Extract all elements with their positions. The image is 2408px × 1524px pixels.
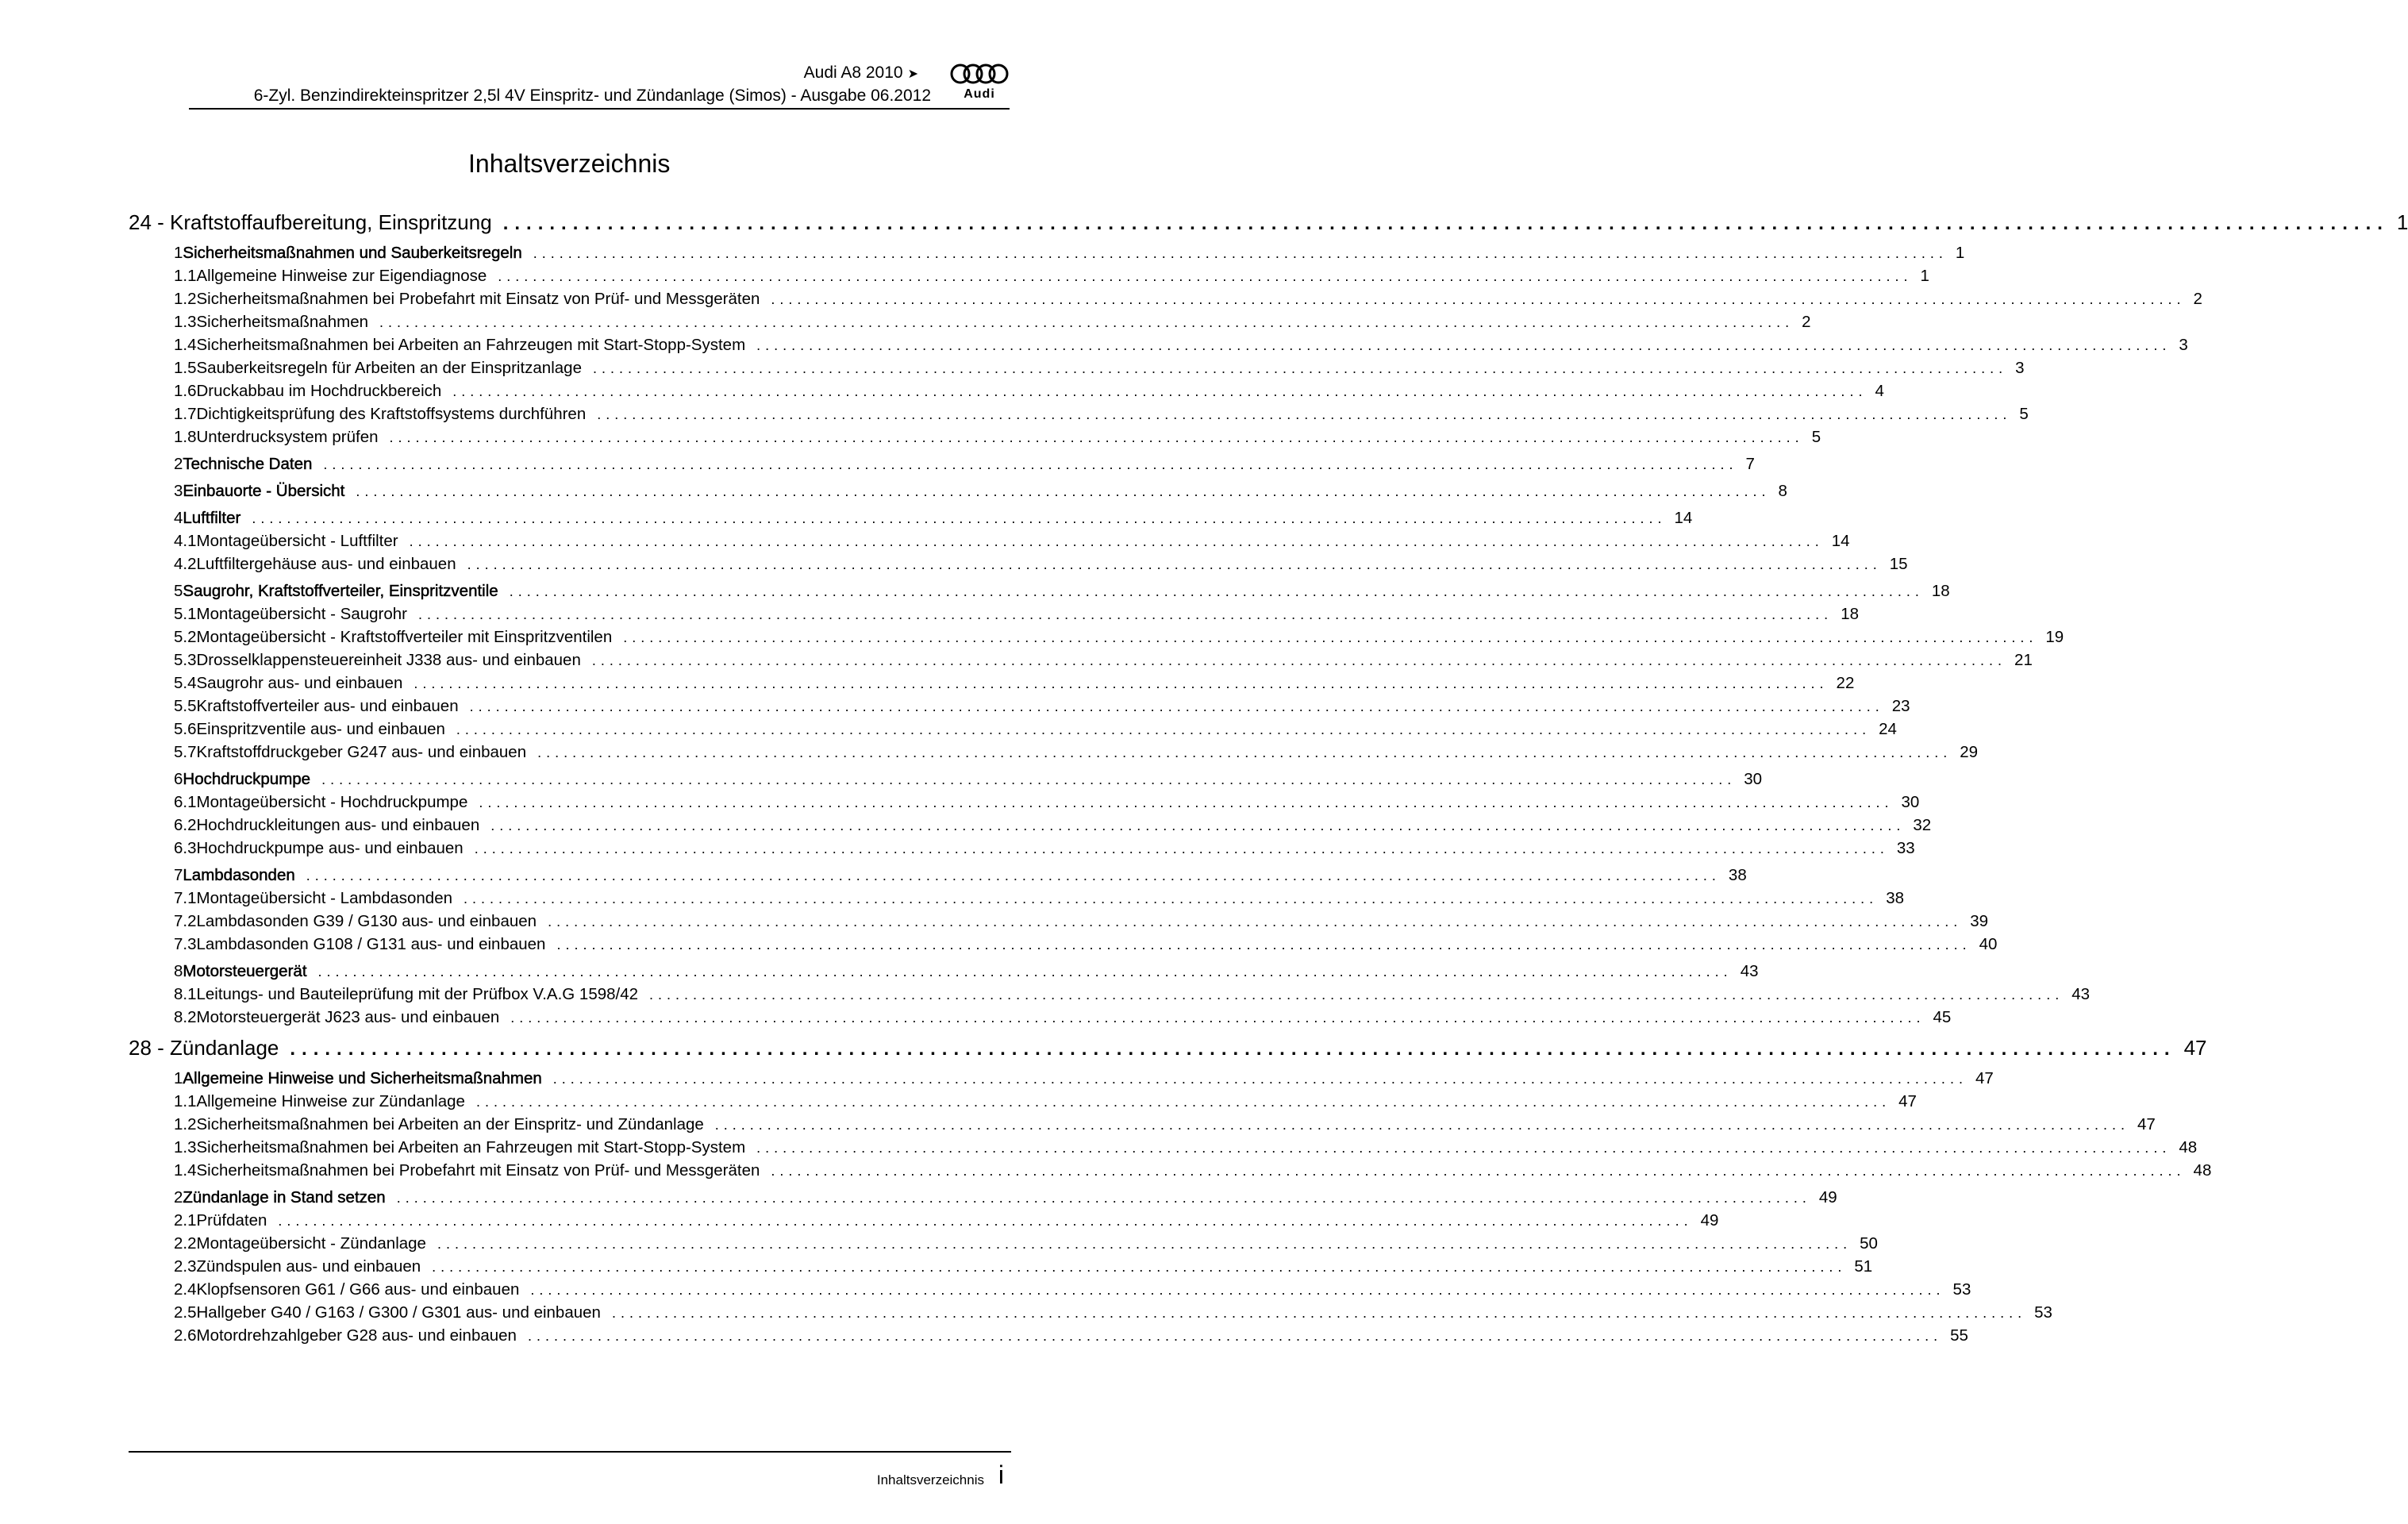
- section-number: 5.5: [174, 697, 197, 715]
- section-page-number: 47: [2137, 1115, 2156, 1133]
- dot-leader: ..................................................................................................................................................................: [437, 1236, 1852, 1252]
- section-number: 7.1: [174, 889, 197, 907]
- dot-leader: ..................................................................................................................................................................: [611, 1305, 2027, 1321]
- dot-leader: ..................................................................................................................................................................: [548, 914, 1963, 929]
- toc-section-entry[interactable]: [129, 582, 1950, 605]
- dot-leader: ..................................................................................................................................................................: [502, 213, 2389, 234]
- toc-section-entry[interactable]: [129, 509, 1693, 532]
- dot-leader: ..................................................................................................................................................................: [414, 675, 1829, 691]
- section-title: Unterdrucksystem prüfen: [196, 428, 379, 446]
- toc-section-entry[interactable]: [129, 1138, 2198, 1161]
- section-number: 1.1: [174, 267, 197, 285]
- section-title: Zündspulen aus- und einbauen: [196, 1257, 421, 1276]
- section-page-number: 2: [1802, 313, 1811, 331]
- section-title: Sicherheitsmaßnahmen: [196, 313, 368, 331]
- dot-leader: ..................................................................................................................................................................: [323, 456, 1738, 472]
- section-title: Sicherheitsmaßnahmen und Sauberkeitsregeln: [183, 244, 522, 262]
- dot-leader: ..................................................................................................................................................................: [591, 652, 2007, 668]
- dot-leader: ..................................................................................................................................................................: [432, 1259, 1847, 1275]
- section-page-number: 49: [1700, 1211, 1719, 1230]
- section-page-number: 43: [2071, 985, 2091, 1003]
- section-title: Drosselklappensteuereinheit J338 aus- und einbauen: [196, 651, 581, 669]
- section-page-number: 47: [1898, 1092, 1917, 1110]
- header-divider: [189, 108, 1010, 110]
- toc-section-entry[interactable]: [129, 866, 1747, 889]
- section-page-number: 48: [2179, 1138, 2198, 1156]
- section-page-number: 24: [1879, 720, 1897, 738]
- section-title: Allgemeine Hinweise zur Zündanlage: [196, 1092, 465, 1110]
- section-title: Motordrehzahlgeber G28 aus- und einbauen: [196, 1326, 517, 1345]
- section-number: 6.2: [174, 816, 197, 834]
- section-number: 7: [174, 866, 183, 884]
- toc-section-entry[interactable]: [129, 770, 1763, 793]
- section-number: 1.3: [174, 1138, 197, 1156]
- section-page-number: 30: [1744, 770, 1763, 788]
- section-title: Lambdasonden G39 / G130 aus- und einbauen: [196, 912, 537, 930]
- section-number: 1.8: [174, 428, 197, 446]
- toc-section-entry[interactable]: [129, 935, 1998, 958]
- section-title: Kraftstoffverteiler aus- und einbauen: [196, 697, 459, 715]
- section-number: 5: [174, 582, 183, 600]
- section-title: Allgemeine Hinweise zur Eigendiagnose: [196, 267, 487, 285]
- section-page-number: 50: [1860, 1234, 1878, 1253]
- section-title: Allgemeine Hinweise und Sicherheitsmaßnahmen: [183, 1069, 542, 1087]
- chapter-title: 24 - Kraftstoffaufbereitung, Einspritzung: [129, 210, 492, 234]
- section-page-number: 30: [1901, 793, 1920, 811]
- dot-leader: ..................................................................................................................................................................: [396, 1190, 1811, 1206]
- section-number: 8.2: [174, 1008, 197, 1026]
- section-number: 8.1: [174, 985, 197, 1003]
- section-number: 2.3: [174, 1257, 197, 1276]
- next-arrow-icon[interactable]: ➤: [907, 67, 918, 81]
- dot-leader: ..................................................................................................................................................................: [452, 383, 1868, 399]
- section-title: Saugrohr, Kraftstoffverteiler, Einspritzventile: [183, 582, 498, 600]
- section-page-number: 18: [1841, 605, 1859, 623]
- section-page-number: 45: [1933, 1008, 1952, 1026]
- header-model-text: Audi A8 2010: [803, 64, 903, 82]
- toc-section-entry[interactable]: [129, 244, 1965, 267]
- section-title: Einspritzventile aus- und einbauen: [196, 720, 445, 738]
- toc-section-entry[interactable]: [129, 1115, 2156, 1138]
- dot-leader: ..................................................................................................................................................................: [756, 1140, 2171, 1156]
- section-page-number: 1: [1955, 244, 1965, 262]
- section-number: 2.5: [174, 1303, 197, 1322]
- dot-leader: ..................................................................................................................................................................: [290, 1038, 2176, 1060]
- toc-section-entry[interactable]: [129, 1069, 1994, 1092]
- section-number: 3: [174, 482, 183, 500]
- dot-leader: ..................................................................................................................................................................: [771, 291, 2186, 307]
- section-page-number: 47: [1975, 1069, 1994, 1087]
- dot-leader: ..................................................................................................................................................................: [623, 629, 2038, 645]
- dot-leader: ..................................................................................................................................................................: [527, 1328, 1943, 1344]
- dot-leader: ..................................................................................................................................................................: [409, 533, 1824, 549]
- section-page-number: 5: [2019, 405, 2029, 423]
- dot-leader: ..................................................................................................................................................................: [597, 406, 2012, 422]
- section-number: 2: [174, 1188, 183, 1206]
- section-title: Technische Daten: [183, 455, 313, 473]
- section-number: 1.6: [174, 382, 197, 400]
- section-title: Klopfsensoren G61 / G66 aus- und einbauen: [196, 1280, 520, 1299]
- dot-leader: ..................................................................................................................................................................: [467, 556, 1882, 572]
- section-title: Sauberkeitsregeln für Arbeiten an der Einspritzanlage: [196, 359, 582, 377]
- section-number: 5.6: [174, 720, 197, 738]
- dot-leader: ..................................................................................................................................................................: [649, 987, 2064, 1003]
- section-title: Lambdasonden: [183, 866, 295, 884]
- section-page-number: 2: [2193, 290, 2202, 308]
- toc-section-entry[interactable]: [129, 336, 2188, 359]
- audi-rings-icon: [948, 63, 1010, 87]
- section-title: Dichtigkeitsprüfung des Kraftstoffsystems durchführen: [196, 405, 587, 423]
- section-page-number: 14: [1674, 509, 1693, 527]
- dot-leader: ..................................................................................................................................................................: [464, 891, 1879, 906]
- dot-leader: ..................................................................................................................................................................: [530, 1282, 1945, 1298]
- section-title: Hochdruckleitungen aus- und einbauen: [196, 816, 480, 834]
- section-page-number: 38: [1886, 889, 1904, 907]
- section-number: 5.2: [174, 628, 197, 646]
- section-number: 1.4: [174, 336, 197, 354]
- toc-section-entry[interactable]: [129, 839, 1915, 862]
- section-number: 2.4: [174, 1280, 197, 1299]
- section-page-number: 48: [2193, 1161, 2212, 1180]
- section-title: Sicherheitsmaßnahmen bei Arbeiten an Fahrzeugen mit Start-Stopp-System: [196, 336, 746, 354]
- section-page-number: 53: [2034, 1303, 2052, 1322]
- section-number: 5.1: [174, 605, 197, 623]
- section-number: 6: [174, 770, 183, 788]
- dot-leader: ..................................................................................................................................................................: [714, 1117, 2129, 1133]
- section-page-number: 7: [1745, 455, 1755, 473]
- section-title: Luftfilter: [183, 509, 241, 527]
- section-title: Prüfdaten: [196, 1211, 267, 1230]
- chapter-page-number: 47: [2183, 1036, 2207, 1060]
- dot-leader: ..................................................................................................................................................................: [592, 360, 2008, 376]
- section-number: 2.1: [174, 1211, 197, 1230]
- section-title: Zündanlage in Stand setzen: [183, 1188, 386, 1206]
- section-page-number: 15: [1889, 555, 1908, 573]
- toc-section-entry[interactable]: [129, 1280, 1971, 1303]
- section-number: 5.3: [174, 651, 197, 669]
- section-title: Leitungs- und Bauteileprüfung mit der Prüfbox V.A.G 1598/42: [196, 985, 639, 1003]
- section-title: Montageübersicht - Saugrohr: [196, 605, 408, 623]
- section-number: 4.1: [174, 532, 197, 550]
- chapter-title: 28 - Zündanlage: [129, 1036, 279, 1060]
- toc-section-entry[interactable]: [129, 674, 1855, 697]
- section-number: 2.2: [174, 1234, 197, 1253]
- dot-leader: ..................................................................................................................................................................: [278, 1213, 1693, 1229]
- toc-section-entry[interactable]: [129, 1303, 2052, 1326]
- toc-section-entry[interactable]: [129, 912, 1989, 935]
- toc-chapter-entry[interactable]: [129, 1036, 2207, 1069]
- section-page-number: 53: [1952, 1280, 1971, 1299]
- section-page-number: 8: [1778, 482, 1787, 500]
- header-model: [804, 64, 918, 83]
- dot-leader: ..................................................................................................................................................................: [252, 510, 1667, 526]
- section-page-number: 3: [2015, 359, 2025, 377]
- section-number: 1.7: [174, 405, 197, 423]
- section-number: 2: [174, 455, 183, 473]
- toc-section-entry[interactable]: [129, 555, 1908, 578]
- section-title: Montageübersicht - Zündanlage: [196, 1234, 426, 1253]
- dot-leader: ..................................................................................................................................................................: [498, 268, 1913, 284]
- section-number: 4.2: [174, 555, 197, 573]
- footer-label: Inhaltsverzeichnis: [876, 1472, 984, 1487]
- section-page-number: 18: [1931, 582, 1950, 600]
- page-header: [0, 0, 1077, 111]
- chapter-page-number: 1: [2396, 210, 2408, 234]
- section-title: Hochdruckpumpe aus- und einbauen: [196, 839, 464, 857]
- section-page-number: 51: [1854, 1257, 1873, 1276]
- section-title: Motorsteuergerät: [183, 962, 307, 980]
- toc-section-entry[interactable]: [129, 720, 1897, 743]
- toc-section-entry[interactable]: [129, 697, 1910, 720]
- section-page-number: 14: [1831, 532, 1850, 550]
- section-number: 8: [174, 962, 183, 980]
- toc-section-entry[interactable]: [129, 428, 1821, 451]
- section-title: Druckabbau im Hochdruckbereich: [196, 382, 442, 400]
- toc-section-entry[interactable]: [129, 455, 1755, 478]
- toc-section-entry[interactable]: [129, 651, 2033, 674]
- section-number: 1.5: [174, 359, 197, 377]
- toc-section-entry[interactable]: [129, 1092, 1917, 1115]
- section-number: 1.4: [174, 1161, 197, 1180]
- section-title: Hallgeber G40 / G163 / G300 / G301 aus- und einbauen: [196, 1303, 601, 1322]
- dot-leader: ..................................................................................................................................................................: [456, 722, 1871, 737]
- footer-page-number: i: [998, 1460, 1004, 1489]
- section-number: 6.1: [174, 793, 197, 811]
- section-page-number: 39: [1970, 912, 1989, 930]
- section-title: Motorsteuergerät J623 aus- und einbauen: [196, 1008, 500, 1026]
- dot-leader: ..................................................................................................................................................................: [317, 964, 1733, 979]
- section-page-number: 1: [1920, 267, 1929, 285]
- section-number: 1.1: [174, 1092, 197, 1110]
- dot-leader: ..................................................................................................................................................................: [474, 841, 1889, 856]
- section-page-number: 5: [1811, 428, 1821, 446]
- section-page-number: 43: [1740, 962, 1759, 980]
- section-page-number: 32: [1913, 816, 1932, 834]
- section-page-number: 55: [1950, 1326, 1968, 1345]
- section-number: 1.3: [174, 313, 197, 331]
- section-number: 1: [174, 244, 183, 262]
- dot-leader: ..................................................................................................................................................................: [418, 606, 1833, 622]
- section-page-number: 33: [1896, 839, 1915, 857]
- section-title: Montageübersicht - Luftfilter: [196, 532, 398, 550]
- dot-leader: ..................................................................................................................................................................: [490, 818, 1906, 833]
- dot-leader: ..................................................................................................................................................................: [475, 1094, 1891, 1110]
- dot-leader: ..................................................................................................................................................................: [306, 868, 1721, 883]
- dot-leader: ..................................................................................................................................................................: [356, 483, 1771, 499]
- dot-leader: ..................................................................................................................................................................: [510, 1010, 1925, 1026]
- section-page-number: 40: [1979, 935, 1998, 953]
- toc-section-entry[interactable]: [129, 985, 2091, 1008]
- dot-leader: ..................................................................................................................................................................: [509, 583, 1924, 599]
- toc-section-entry[interactable]: [129, 816, 1932, 839]
- section-page-number: 23: [1891, 697, 1910, 715]
- toc-section-entry[interactable]: [129, 605, 1859, 628]
- section-title: Hochdruckpumpe: [183, 770, 311, 788]
- section-page-number: 22: [1836, 674, 1855, 692]
- toc-section-entry[interactable]: [129, 628, 2064, 651]
- section-title: Montageübersicht - Hochdruckpumpe: [196, 793, 468, 811]
- dot-leader: ..................................................................................................................................................................: [321, 772, 1737, 787]
- toc-section-entry[interactable]: [129, 359, 2025, 382]
- audi-logo-text: Audi: [964, 87, 995, 101]
- toc-section-entry[interactable]: [129, 313, 1811, 336]
- toc-section-entry[interactable]: [129, 290, 2202, 313]
- section-number: 4: [174, 509, 183, 527]
- toc-section-entry[interactable]: [129, 1008, 1952, 1031]
- toc-section-entry[interactable]: [129, 1234, 1878, 1257]
- section-page-number: 29: [1960, 743, 1979, 761]
- section-page-number: 19: [2045, 628, 2064, 646]
- footer-divider: [129, 1451, 1011, 1453]
- section-title: Sicherheitsmaßnahmen bei Arbeiten an der Einspritz- und Zündanlage: [196, 1115, 704, 1133]
- toc-section-entry[interactable]: [129, 267, 1929, 290]
- toc-section-entry[interactable]: [129, 1188, 1837, 1211]
- dot-leader: ..................................................................................................................................................................: [389, 429, 1804, 445]
- dot-leader: ..................................................................................................................................................................: [469, 698, 1884, 714]
- section-number: 1.2: [174, 1115, 197, 1133]
- toc-section-entry[interactable]: [129, 1326, 1968, 1349]
- toc-section-entry[interactable]: [129, 889, 1904, 912]
- section-page-number: 49: [1818, 1188, 1837, 1206]
- section-page-number: 21: [2014, 651, 2033, 669]
- section-title: Montageübersicht - Lambdasonden: [196, 889, 453, 907]
- audi-logo: [948, 63, 1010, 102]
- section-number: 1.2: [174, 290, 197, 308]
- section-page-number: 38: [1728, 866, 1747, 884]
- dot-leader: ..................................................................................................................................................................: [537, 745, 1952, 760]
- section-title: Luftfiltergehäuse aus- und einbauen: [196, 555, 456, 573]
- section-number: 7.3: [174, 935, 197, 953]
- header-subtitle: 6-Zyl. Benzindirekteinspritzer 2,5l 4V Einspritz- und Zündanlage (Simos) - Ausgabe 06.2012: [253, 87, 931, 105]
- toc-section-entry[interactable]: [129, 1211, 1719, 1234]
- section-number: 1: [174, 1069, 183, 1087]
- toc-section-entry[interactable]: [129, 532, 1850, 555]
- dot-leader: ..................................................................................................................................................................: [552, 1071, 1968, 1087]
- section-title: Sicherheitsmaßnahmen bei Probefahrt mit Einsatz von Prüf- und Messgeräten: [196, 290, 760, 308]
- section-page-number: 3: [2179, 336, 2188, 354]
- dot-leader: ..................................................................................................................................................................: [756, 337, 2171, 353]
- toc-section-entry[interactable]: [129, 482, 1787, 505]
- toc-section-entry[interactable]: [129, 962, 1759, 985]
- toc-section-entry[interactable]: [129, 1257, 1873, 1280]
- section-number: 6.3: [174, 839, 197, 857]
- toc-section-entry[interactable]: [129, 1161, 2212, 1184]
- section-title: Kraftstoffdruckgeber G247 aus- und einbauen: [196, 743, 527, 761]
- section-title: Sicherheitsmaßnahmen bei Arbeiten an Fahrzeugen mit Start-Stopp-System: [196, 1138, 746, 1156]
- section-number: 5.4: [174, 674, 197, 692]
- toc-section-entry[interactable]: [129, 382, 1884, 405]
- toc-section-entry[interactable]: [129, 743, 1979, 766]
- section-page-number: 4: [1875, 382, 1884, 400]
- toc-section-entry[interactable]: [129, 793, 1920, 816]
- section-number: 7.2: [174, 912, 197, 930]
- section-number: 2.6: [174, 1326, 197, 1345]
- toc-section-entry[interactable]: [129, 405, 2029, 428]
- toc-chapter-entry[interactable]: [129, 210, 2408, 244]
- dot-leader: ..................................................................................................................................................................: [771, 1163, 2186, 1179]
- dot-leader: ..................................................................................................................................................................: [379, 314, 1794, 330]
- dot-leader: ..................................................................................................................................................................: [556, 937, 1971, 952]
- table-of-contents: [129, 210, 2408, 1349]
- dot-leader: ..................................................................................................................................................................: [479, 795, 1894, 810]
- section-title: Einbauorte - Übersicht: [183, 482, 345, 500]
- section-number: 5.7: [174, 743, 197, 761]
- section-title: Saugrohr aus- und einbauen: [196, 674, 403, 692]
- section-title: Montageübersicht - Kraftstoffverteiler mit Einspritzventilen: [196, 628, 613, 646]
- page-title: Inhaltsverzeichnis: [468, 149, 671, 178]
- section-title: Lambdasonden G108 / G131 aus- und einbauen: [196, 935, 546, 953]
- section-title: Sicherheitsmaßnahmen bei Probefahrt mit Einsatz von Prüf- und Messgeräten: [196, 1161, 760, 1180]
- dot-leader: ..................................................................................................................................................................: [533, 245, 1948, 261]
